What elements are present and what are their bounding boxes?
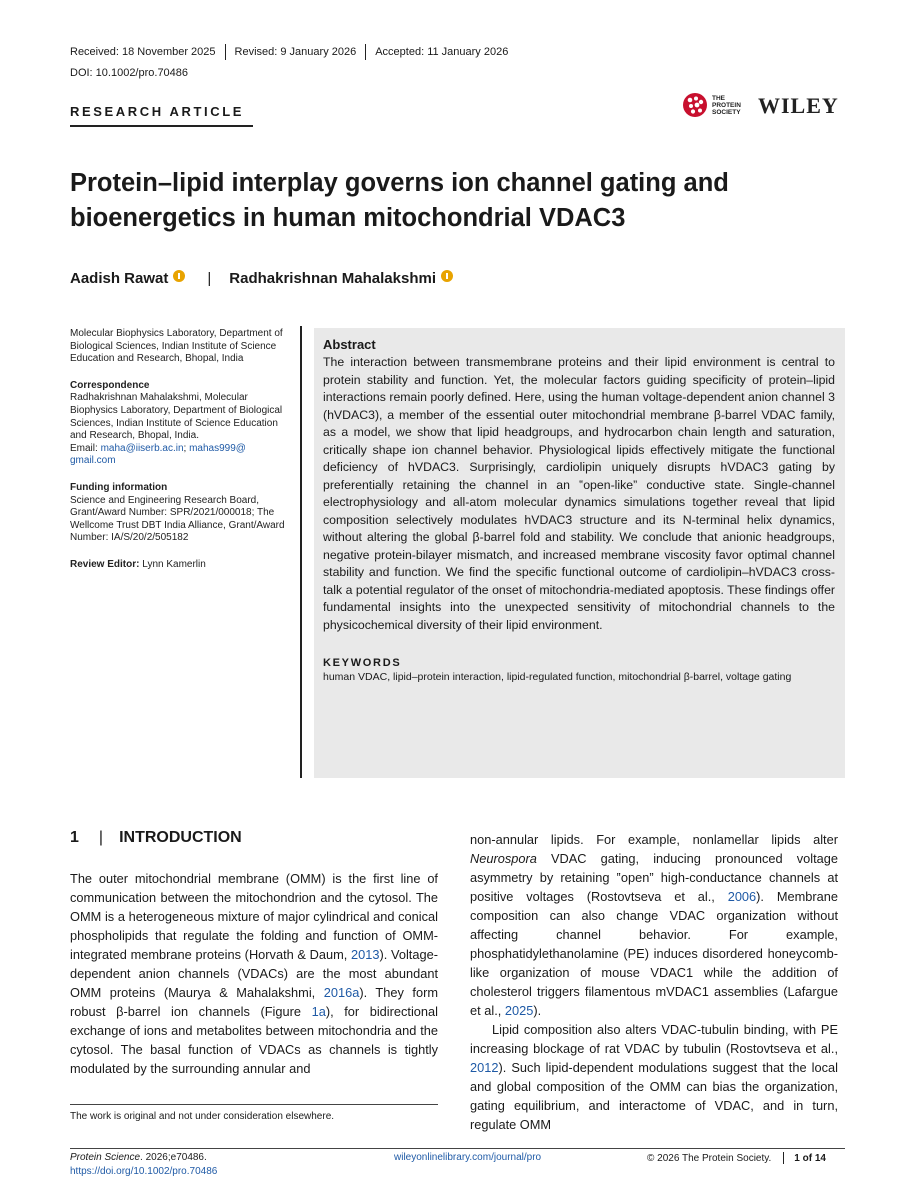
funding-heading: Funding information: [70, 481, 168, 493]
paragraph: [470, 830, 838, 1020]
doi-link[interactable]: https://doi.org/10.1002/pro.70486: [70, 1166, 218, 1177]
email-link[interactable]: mahas999@ gmail.com: [70, 442, 246, 467]
footer-separator: [783, 1152, 784, 1164]
journal-name: Protein Science: [70, 1152, 141, 1163]
correspondence-heading: Correspondence: [70, 379, 150, 391]
author-name[interactable]: Radhakrishnan Mahalakshmi: [229, 270, 436, 287]
protein-society-logo: [682, 92, 756, 118]
wiley-logo: WILEY: [758, 93, 839, 118]
citation-link[interactable]: 2025: [504, 1003, 534, 1018]
affiliation: Molecular Biophysics Laboratory, Department of Biological Sciences, Indian Institute of Science Education and Research, Bhopal, India: [70, 328, 283, 365]
page-number: 1 of 14: [794, 1152, 826, 1164]
body-text: ).: [533, 1003, 542, 1018]
review-editor-label: Review Editor:: [70, 558, 140, 570]
body-text: Lipid composition also alters VDAC-tubulin binding, with PE increasing blockage of rat VDAC by tubulin (Rostovtseva et al.,: [470, 1022, 838, 1056]
species-name: Neurospora: [470, 851, 537, 866]
funding-text: Science and Engineering Research Board, Grant/Award Number: SPR/2021/000018; The Wellcome Trust DBT India Alliance, Grant/Award Number: IA/S/20/2/505182: [70, 494, 285, 544]
body-text: The outer mitochondrial membrane (OMM) is the first line of communication between the mitochondrion and the cytosol. The OMM is a heterogeneous mixture of major cylindrical and conical phospholipids that regulate the folding and function of OMM-integrated membrane proteins (Horvath & Daum,: [70, 871, 438, 962]
orcid-icon[interactable]: [173, 270, 185, 282]
citation-link[interactable]: 2012: [470, 1060, 499, 1075]
email-link[interactable]: maha@iiserb.ac.in: [100, 442, 184, 454]
received-date: Received: 18 November 2025: [70, 46, 216, 58]
section-separator: |: [98, 829, 104, 846]
body-text: ). Voltage-dependent anion channels (VDACs) are the most abundant OMM proteins (Maurya & Mahalakshmi,: [70, 947, 438, 1000]
footnote-rule: [70, 1104, 438, 1105]
protein-society-emblem-icon: [682, 92, 708, 118]
protein-society-logo-text: THE PROTEIN SOCIETY: [712, 94, 741, 116]
date-separator: [225, 44, 226, 60]
section-number: 1: [70, 829, 79, 846]
accepted-date: Accepted: 11 January 2026: [375, 46, 509, 58]
author-list: [70, 270, 453, 287]
orcid-icon[interactable]: [441, 270, 453, 282]
author-name[interactable]: Aadish Rawat: [70, 270, 169, 287]
review-editor-name: Lynn Kamerlin: [139, 558, 206, 570]
body-column-left: [70, 869, 438, 1078]
footer-rule: [70, 1148, 845, 1149]
paragraph: [470, 1020, 838, 1134]
body-column-right: [470, 830, 838, 1134]
email-line: [70, 443, 292, 468]
correspondence-text: Radhakrishnan Mahalakshmi, Molecular Biophysics Laboratory, Department of Biological Sciences, Indian Institute of Science Education and Research, Bhopal, India.: [70, 392, 283, 442]
journal-site-link[interactable]: wileyonlinelibrary.com/journal/pro: [394, 1152, 542, 1163]
journal-citation: [70, 1152, 207, 1163]
doi-header: DOI: 10.1002/pro.70486: [70, 67, 189, 79]
author-separator: |: [207, 270, 212, 287]
abstract-text: The interaction between transmembrane proteins and their lipid environment is central to protein stability and function. Yet, the molecular factors guiding specificity of protein–lipid interactions remain poorly defined. Here, using the human voltage-dependent anion channel 3 (hVDAC3), a member of the essential outer mitochondrial membrane β-barrel VDAC family, as a model, we show that lipid headgroups, and hydrocarbon chain length and saturation, critically shape ion channel behavior. Physiological lipids effectively mitigate the functional deficiency of hVDAC3. Surprisingly, cardiolipin uniquely disrupts hVDAC3 gating by preferentially retaining the channel in an ‟open-like” conductive state. Single-channel electrophysiology and all-atom molecular dynamics simulations together reveal that lipid composition selectively modulates hVDAC3 structure and its N-terminal helix dynamics, without altering the global β-barrel fold and stability. We conclude that anionic headgroups, negative protein-bilayer mismatch, and increased membrane viscosity favor optimal channel stability and function. We find the specific functional outcome of cardiolipin–hVDAC3 cross-talk a potential regulator of the onset of mitochondria-mediated apoptosis. These findings offer fundamental insights into the unexpected sensitivity of mitochondrial channels to the physicochemical diversity of their lipid environment.: [323, 355, 835, 632]
article-info-sidebar: [70, 328, 292, 572]
keywords-heading: KEYWORDS: [323, 657, 402, 669]
abstract-box: [314, 328, 845, 778]
citation-details: . 2026;e70486.: [140, 1152, 207, 1163]
keywords-list: human VDAC, lipid–protein interaction, lipid-regulated function, mitochondrial β-barrel, voltage gating: [323, 671, 792, 683]
body-text: VDAC gating, inducing pronounced voltage asymmetry by retaining ‟open” high-conductance channels at positive voltages (Rostovtseva et al.,: [470, 851, 838, 904]
footer-right: [647, 1152, 826, 1164]
revised-date: Revised: 9 January 2026: [234, 46, 357, 58]
citation-link[interactable]: 2006: [727, 889, 757, 904]
figure-link[interactable]: 1a: [311, 1004, 326, 1019]
citation-link[interactable]: 2016a: [323, 985, 360, 1000]
submission-dates: [70, 44, 508, 60]
review-editor: [70, 559, 292, 572]
email-separator: ;: [183, 442, 190, 454]
sidebar-divider: [300, 326, 302, 778]
citation-link[interactable]: 2013: [351, 947, 380, 962]
date-separator: [365, 44, 366, 60]
email-label: Email:: [70, 442, 101, 454]
article-type-underline: [70, 125, 253, 127]
article-title: Protein–lipid interplay governs ion channel gating and bioenergetics in human mitochondrial VDAC3: [70, 169, 729, 232]
article-type: RESEARCH ARTICLE: [70, 104, 245, 119]
copyright: © 2026 The Protein Society.: [647, 1152, 772, 1164]
body-text: ). Such lipid-dependent modulations suggest that the local and global composition of the OMM can bias the organization, gating equilibrium, and interactome of VDAC, and in turn, regulate OMM: [470, 1060, 838, 1132]
body-text: ), for bidirectional exchange of ions and metabolites between mitochondria and the cytosol. The basal function of VDACs as channels is tightly modulated by the surrounding annular and: [70, 1004, 438, 1076]
abstract-heading: Abstract: [323, 337, 376, 352]
footnote: The work is original and not under consideration elsewhere.: [70, 1111, 335, 1122]
section-heading: [70, 829, 242, 847]
section-title: INTRODUCTION: [119, 829, 242, 846]
body-text: ). They form robust β-barrel ion channels (Figure: [70, 985, 438, 1019]
body-text: ). Membrane composition can also change VDAC organization without affecting channel behavior. For example, phosphatidylethanolamine (PE) induces disordered honeycomb-like organization of mouse VDAC1 while the addition of cholesterol triggers filamentous mVDAC1 assemblies (Lafargue et al.,: [470, 889, 838, 1018]
body-text: non-annular lipids. For example, nonlamellar lipids alter: [470, 832, 838, 847]
